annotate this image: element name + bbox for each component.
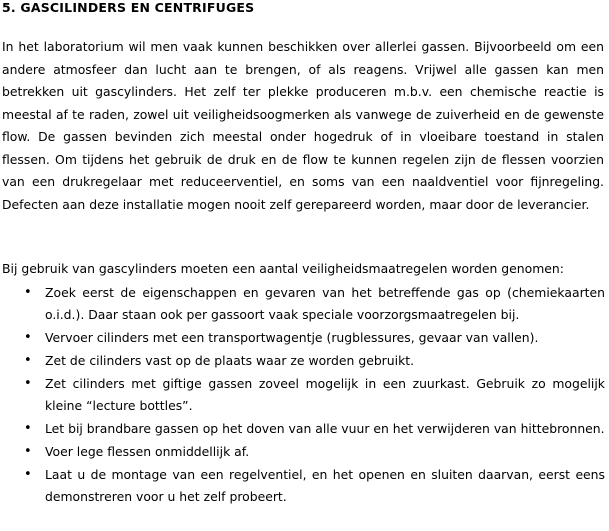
bullet-icon: • (24, 353, 32, 368)
bullet-icon: • (24, 444, 32, 459)
body-paragraph: In het laboratorium wil men vaak kunnen beschikken over allerlei gassen. Bijvoorbeeld om een andere atmosfeer dan lucht aan te brengen, of als reagens. Vrijwel alle gassen kan men betrekken uit gascylinders. Het zelf ter plekke produceren m.b.v. een chemische reactie is meestal af te raden, zowel uit veiligheidsoogmerken als vanwege de zuiverheid en de gewenste flow. De gassen bevinden zich meestal onder hogedruk of in vloeibare toestand in stalen flessen. Om tijdens het gebruik de druk en de flow te kunnen regelen zijn de flessen voorzien van een drukregelaar met reduceerventiel, en soms van een naaldventiel voor fijnregeling. Defecten aan deze installatie mogen nooit zelf gerepareerd worden, maar door de leverancier. (2, 39, 604, 212)
list-item-text: Zet cilinders met giftige gassen zoveel mogelijk in een zuurkast. Gebruik zo mogelijk kleine “lecture bottles”. (45, 376, 605, 413)
list-item (0, 350, 605, 372)
list-item-text: Voer lege flessen onmiddellijk af. (45, 444, 250, 459)
bullet-icon: • (24, 330, 32, 345)
bullet-icon: • (24, 467, 32, 482)
list-item-text: Vervoer cilinders met een transportwagentje (rugblessures, gevaar van vallen). (45, 330, 539, 345)
bullet-icon: • (24, 421, 32, 436)
list-item (0, 327, 605, 349)
list-item-text: Laat u de montage van een regelventiel, en het openen en sluiten daarvan, eerst eens demonstreren voor u het zelf probeert. (45, 467, 605, 504)
list-item (0, 373, 605, 417)
section-heading: 5. GASCILINDERS EN CENTRIFUGES (2, 0, 255, 15)
list-item-text: Zoek eerst de eigenschappen en gevaren van het betreffende gas op (chemiekaarten o.i.d.). Daar staan ook per gassoort vaak speciale voorzorgsmaatregelen bij. (45, 285, 605, 322)
list-item-text: Zet de cilinders vast op de plaats waar ze worden gebruikt. (45, 353, 415, 368)
bullet-icon: • (24, 376, 32, 391)
list-item (0, 418, 605, 440)
list-item (0, 282, 605, 326)
list-item (0, 441, 605, 463)
list-item (0, 464, 605, 508)
list-intro: Bij gebruik van gascylinders moeten een aantal veiligheidsmaatregelen worden genomen: (2, 261, 564, 276)
list-item-text: Let bij brandbare gassen op het doven van alle vuur en het verwijderen van hittebronnen. (45, 421, 605, 436)
bullet-icon: • (24, 285, 32, 300)
safety-measures-list (0, 282, 609, 509)
